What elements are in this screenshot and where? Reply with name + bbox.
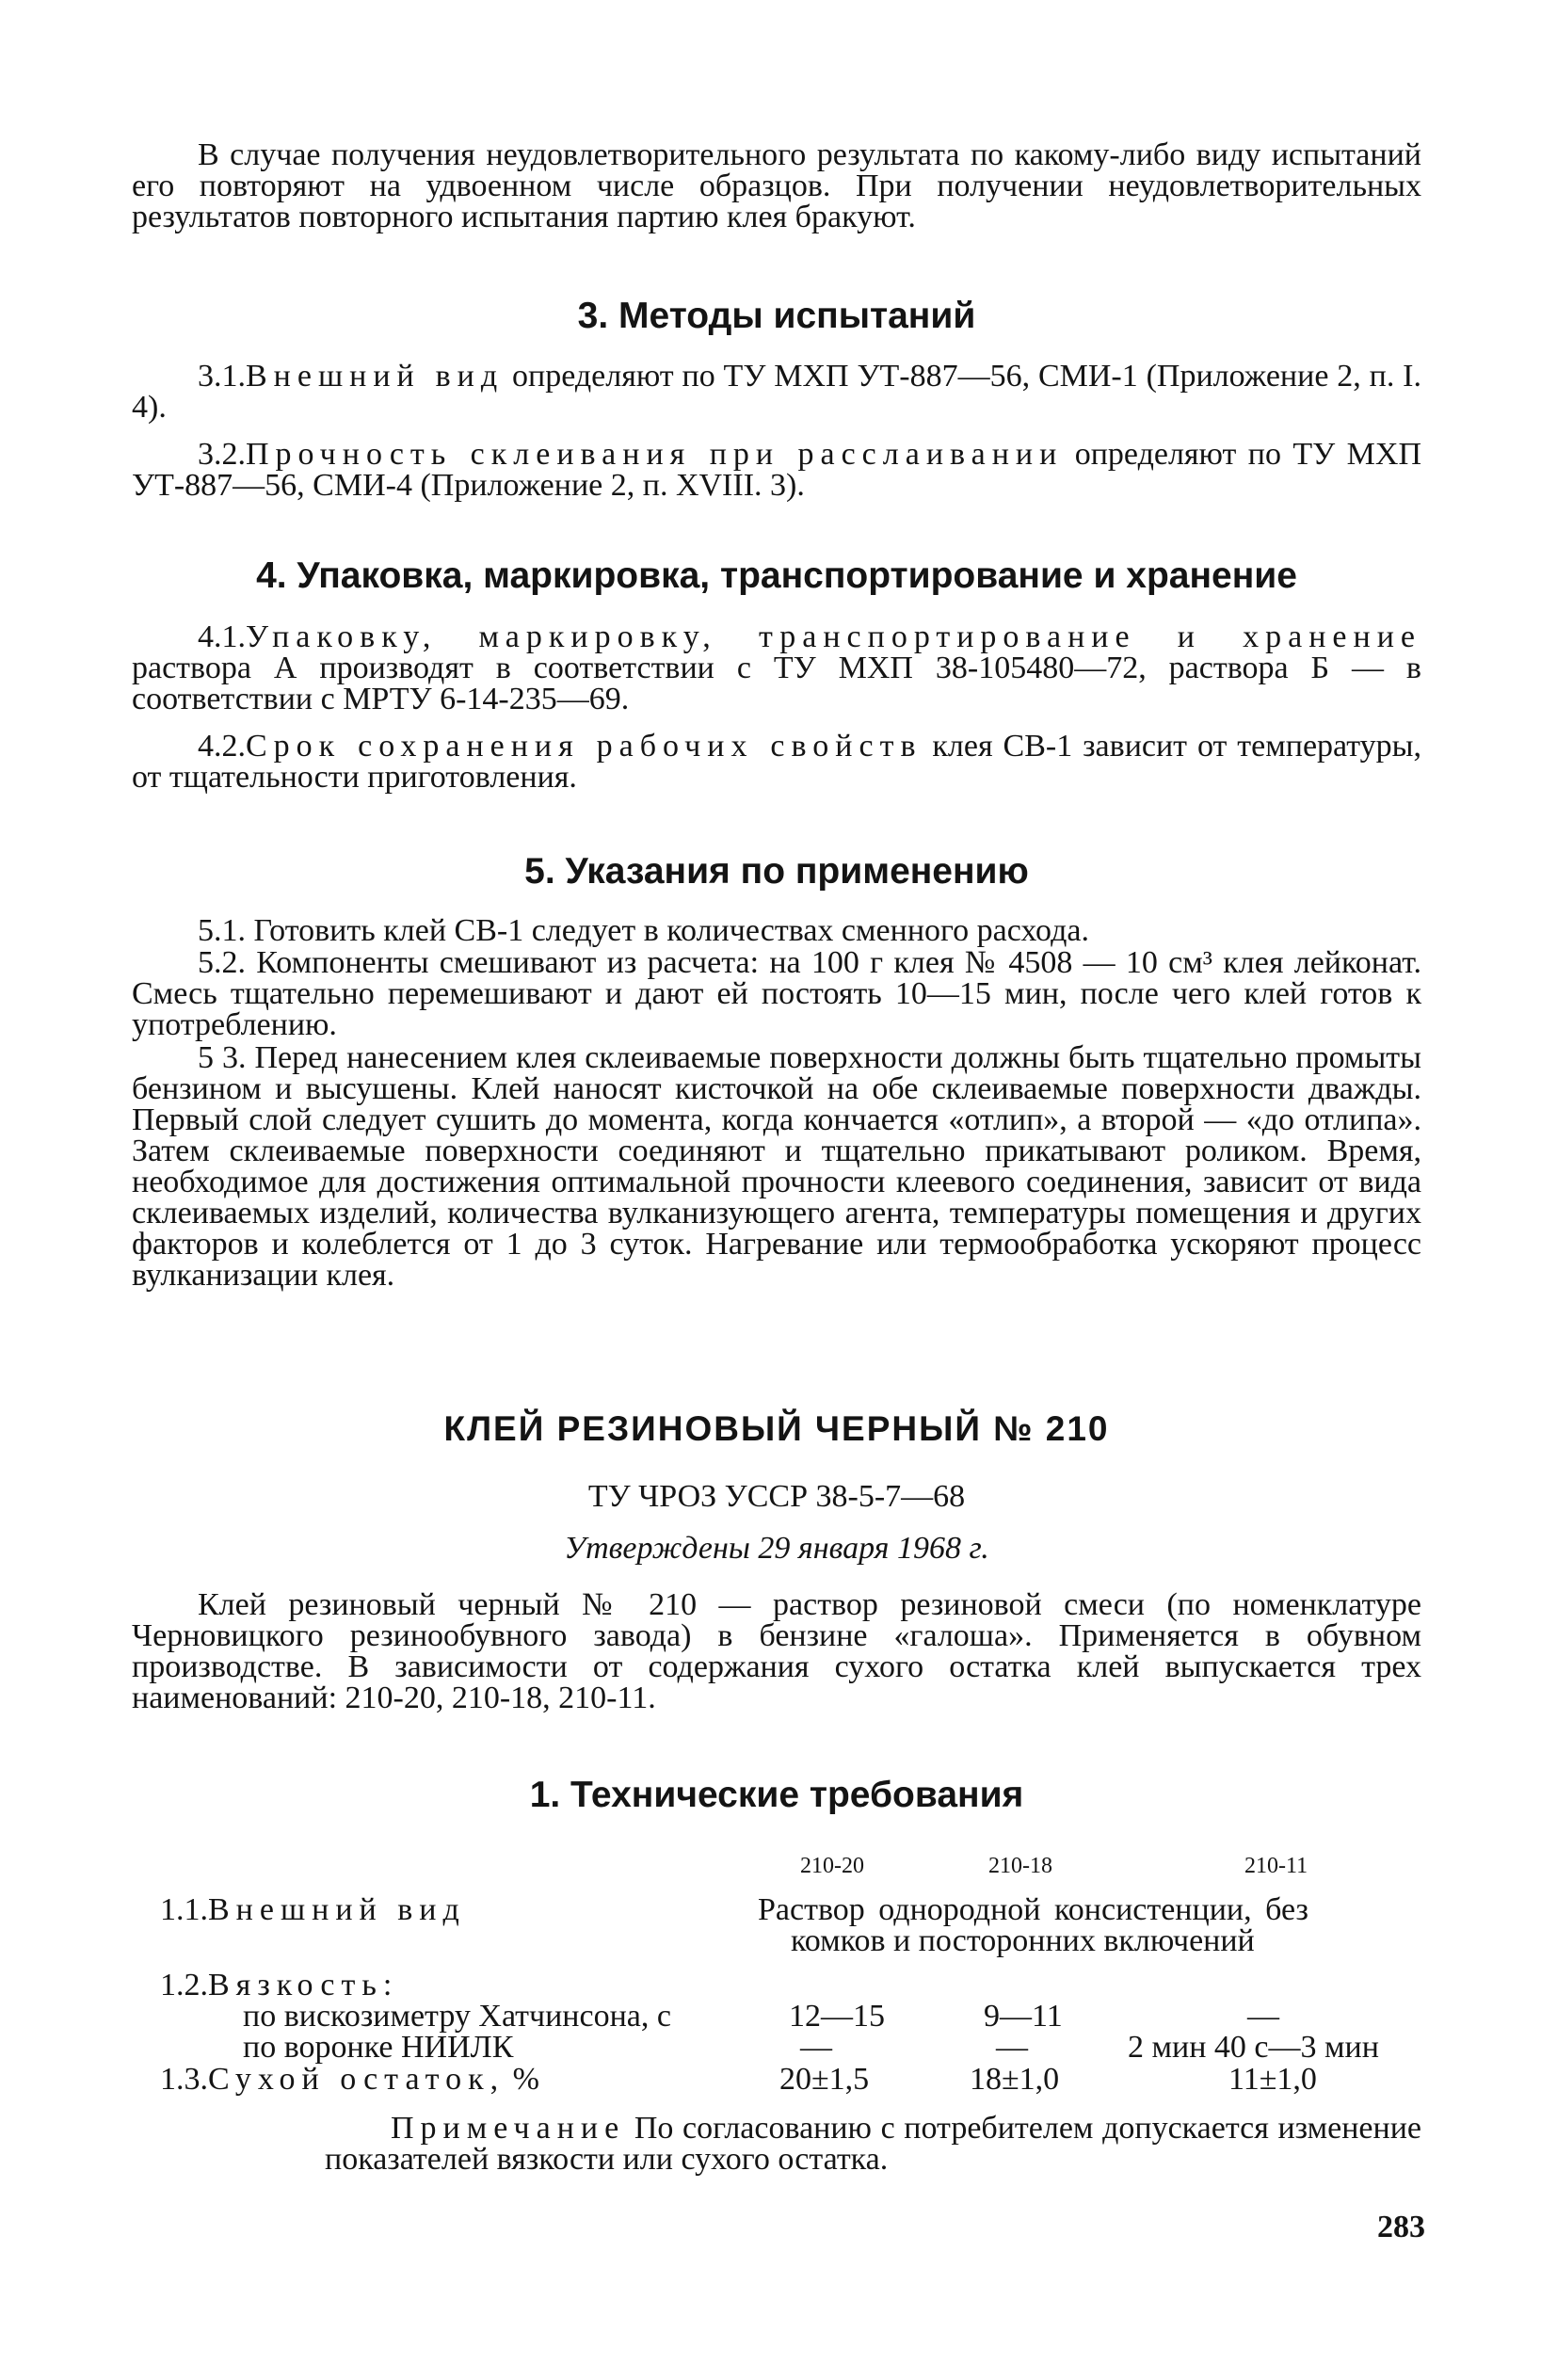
row-1-3-value-210-20: 20±1,5: [779, 2062, 870, 2097]
section-3-heading: 3. Методы испытаний: [577, 296, 976, 336]
paragraph-5-3: 5 3. Перед нанесением клея склеиваемые поверхности должны быть тщательно промыты бензином и высушены. Клей наносят кисточкой на обе склеиваемые поверхности дважды. Первый слой следует сушить до момента, когда кончается «отлип», а второй — «до отлипа». Затем склеиваемые поверхности соединяют и тщательно прикатывают роликом. Время, необходимое для достижения оптимальной прочности клеевого соединения, зависит от вида склеиваемых изделий, количества вулканизующего агента, температуры помещения и других факторов и колеблется от 1 до 3 суток. Нагревание или термообработка ускоряют процесс вулканизации клея.: [132, 1040, 1421, 1293]
column-header-210-20: 210-20: [800, 1854, 864, 1878]
row-1-3-value-210-18: 18±1,0: [970, 2062, 1060, 2097]
section-5-heading: 5. Указания по применению: [524, 851, 1029, 892]
row-1-2-a-value-210-18: 9—11: [984, 1999, 1063, 2034]
row-1-1-value-line2: комков и посторонних включений: [791, 1923, 1255, 1958]
row-1-2-a-value-210-20: 12—15: [789, 1999, 885, 2034]
column-header-210-11: 210-11: [1244, 1854, 1308, 1878]
glue-title: КЛЕЙ РЕЗИНОВЫЙ ЧЕРНЫЙ № 210: [443, 1409, 1110, 1448]
row-1-2-a-label: по вискозиметру Хатчинсона, с: [243, 1999, 671, 2034]
row-1-2-label: 1.2.Вязкость:: [160, 1968, 399, 2002]
paragraph-4-1: 4.1.Упаковку, маркировку, транспортирование и хранение раствора А производят в соответствии с ТУ МХП 38-105480—72, раствора Б — в соответствии с МРТУ 6-14-235—69.: [132, 619, 1421, 716]
row-1-1-value-line1: Раствор однородной консистенции, без: [758, 1892, 1308, 1927]
paragraph-4-2: 4.2.Срок сохранения рабочих свойств клея СВ-1 зависит от температуры, от тщательности приготовления.: [132, 729, 1421, 795]
row-1-2-b-value-210-18: —: [996, 2030, 1028, 2065]
paragraph-3-2: 3.2.Прочность склеивания при расслаивании определяют по ТУ МХП УТ-887—56, СМИ-4 (Приложение 2, п. XVIII. 3).: [132, 437, 1421, 503]
paragraph-5-2: 5.2. Компоненты смешивают из расчета: на 100 г клея № 4508 — 10 см³ клея лейконат. Смесь тщательно перемешивают и дают ей постоять 10—15 мин, после чего клей готов к употреблению.: [132, 945, 1421, 1042]
paragraph-5-1: 5.1. Готовить клей СВ-1 следует в количествах сменного расхода.: [198, 913, 1089, 948]
row-1-1-label: 1.1.Внешний вид: [160, 1892, 466, 1927]
page-number: 283: [1377, 2210, 1425, 2244]
row-1-3-label: 1.3.Сухой остаток, %: [160, 2062, 539, 2097]
glue-intro-paragraph: Клей резиновый черный № 210 — раствор резиновой смеси (по номенклатуре Черновицкого резинообувного завода) в бензине «галоша». Применяется в обувном производстве. В зависимости от содержания сухого остатка клей выпускается трех наименований: 210-20, 210-18, 210-11.: [132, 1587, 1421, 1715]
tech-requirements-heading: 1. Технические требования: [529, 1775, 1024, 1815]
table-note: Примечание По согласованию с потребителем допускается изменение показателей вязкости или сухого остатка.: [325, 2111, 1421, 2177]
glue-approval-date: Утверждены 29 января 1968 г.: [564, 1531, 989, 1566]
column-header-210-18: 210-18: [988, 1854, 1052, 1878]
row-1-2-b-value-210-20: —: [800, 2030, 832, 2065]
paragraph-3-1: 3.1.Внешний вид определяют по ТУ МХП УТ-887—56, СМИ-1 (Приложение 2, п. I. 4).: [132, 359, 1421, 425]
row-1-2-a-value-210-11: —: [1247, 1999, 1279, 2034]
intro-paragraph: В случае получения неудовлетворительного результата по какому-либо виду испытаний его повторяют на удвоенном числе образцов. При получении неудовлетворительных результатов повторного испытания партию клея бракуют.: [132, 137, 1421, 234]
row-1-2-b-value-210-11: 2 мин 40 с—3 мин: [1128, 2030, 1379, 2065]
row-1-3-value-210-11: 11±1,0: [1228, 2062, 1317, 2097]
glue-standard: ТУ ЧРОЗ УССР 38-5-7—68: [587, 1479, 966, 1514]
section-4-heading: 4. Упаковка, маркировка, транспортирование и хранение: [256, 555, 1297, 596]
row-1-2-b-label: по воронке НИИЛК: [243, 2030, 514, 2065]
